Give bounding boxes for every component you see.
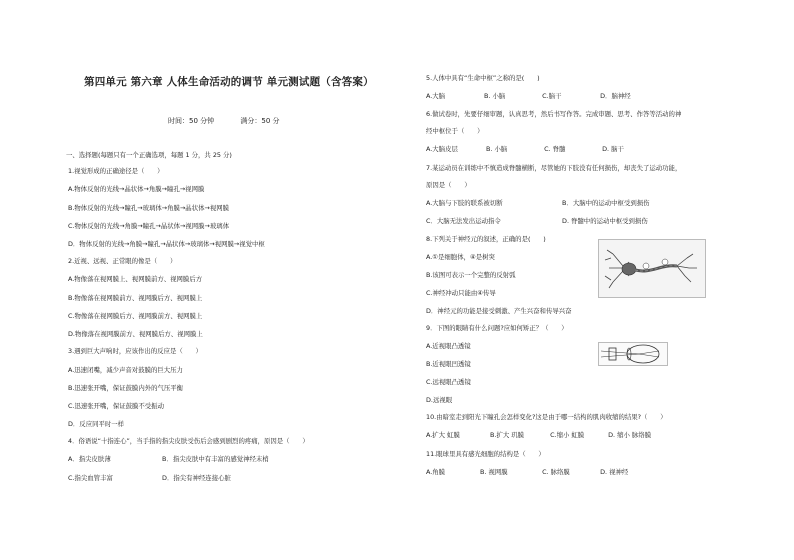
neuron-drawing bbox=[599, 240, 705, 297]
q5-options bbox=[426, 92, 631, 101]
q6-option-c: C. 脊髓 bbox=[544, 145, 566, 153]
question-9: 9．下图的眼睛有什么问题?应如何矫正？（ ） bbox=[426, 324, 568, 332]
q7-options-row1 bbox=[426, 199, 650, 208]
q4-options-row1 bbox=[68, 455, 269, 464]
q7-option-c: C．大脑无法发出运动指令 bbox=[426, 217, 501, 225]
q2-option-b: B.物像落在视网膜前方、视网膜后方、视网膜上 bbox=[68, 294, 203, 302]
q4-option-a: A．指尖皮肤薄 bbox=[68, 455, 111, 463]
q1-option-b: B.物体反射的光线→瞳孔→玻璃体→角膜→晶状体→视网膜 bbox=[68, 204, 230, 212]
q3-option-a: A.迅速闭嘴，减少声音对鼓膜的巨大压力 bbox=[68, 366, 183, 374]
q1-option-d: D．物体反射的光线→角膜→瞳孔→晶状体→玻璃体→视网膜→视觉中枢 bbox=[68, 240, 265, 248]
q4-option-b: B．指尖皮肤中有丰富的感觉神经末梢 bbox=[162, 455, 269, 463]
question-6: 6.做试卷时，先要仔细审题，认真思考，然后书写作答。完成审题、思考、作答等活动的神 bbox=[426, 110, 682, 118]
q11-option-a: A.角膜 bbox=[426, 468, 446, 476]
q10-option-b: B.扩大 玑膜 bbox=[490, 431, 525, 439]
question-7-cont: 原因是（ ） bbox=[426, 181, 471, 189]
q4-option-c: C.指尖血管丰富 bbox=[68, 474, 113, 482]
q5-option-b: B. 小脑 bbox=[484, 92, 506, 100]
q11-option-b: B. 视网膜 bbox=[480, 468, 508, 476]
q3-option-c: C.迅速张开嘴，保证鼓膜不受振动 bbox=[68, 402, 164, 410]
q1-option-c: C.物体反射的光线→角膜→瞳孔→晶状体→视网膜→玻璃体 bbox=[68, 222, 230, 230]
q10-options bbox=[426, 431, 651, 440]
question-2: 2.近视、远视、正常眼的像是（ ） bbox=[68, 257, 177, 265]
question-7: 7.某运动员在训练中不慎造成脊髓横断，尽管她的下肢没有任何损伤，却丧失了运动功能， bbox=[426, 164, 682, 172]
question-11: 11.眼球里具有感光细胞的结构是（ ） bbox=[426, 450, 545, 458]
q8-option-d: D．神经元的功能是接受刺激、产生兴奋和传导兴奋 bbox=[426, 307, 572, 315]
q7-option-a: A.大脑与下肢的联系被切断 bbox=[426, 199, 503, 207]
q7-option-b: B．大脑中的运动中枢受到损伤 bbox=[562, 199, 650, 207]
page-title: 第四单元 第六章 人体生命活动的调节 单元测试题（含答案） bbox=[84, 76, 374, 88]
q6-option-b: B. 小脑 bbox=[486, 145, 508, 153]
question-6-cont: 经中枢位于（ ） bbox=[426, 127, 484, 135]
eye-figure bbox=[598, 342, 668, 366]
q7-options-row2 bbox=[426, 217, 648, 226]
q3-option-b: B.迅速张开嘴，保证鼓膜内外的气压平衡 bbox=[68, 384, 184, 392]
q8-option-a: A.①是细胞体，④是树突 bbox=[426, 253, 495, 261]
q10-option-c: C.缩小 虹膜 bbox=[550, 431, 585, 439]
q9-option-a: A.近视眼凸透镜 bbox=[426, 342, 471, 350]
q3-option-d: D．反应同平时一样 bbox=[68, 420, 125, 428]
q8-option-b: B.该图可表示一个完整的反射弧 bbox=[426, 271, 516, 279]
q11-option-d: D. 视神经 bbox=[600, 468, 629, 476]
q5-option-c: C.脑干 bbox=[542, 92, 562, 100]
q4-options-row2 bbox=[68, 474, 231, 483]
q2-option-c: C.物像落在视网膜后方、视网膜前方、视网膜上 bbox=[68, 312, 203, 320]
eye-drawing bbox=[599, 343, 667, 365]
q5-option-a: A.大脑 bbox=[426, 92, 446, 100]
q1-option-a: A.物体反射的光线→晶状体→角膜→瞳孔→视网膜 bbox=[68, 185, 205, 193]
q11-option-c: C. 脉络膜 bbox=[542, 468, 570, 476]
question-1: 1.视觉形成的正确途径是（ ） bbox=[68, 167, 164, 175]
neuron-figure bbox=[598, 239, 706, 298]
exam-meta bbox=[168, 116, 304, 126]
q7-option-d: D. 脊髓中的运动中枢受到损伤 bbox=[562, 217, 648, 225]
q6-options bbox=[426, 145, 624, 154]
exam-score: 满分：50 分 bbox=[240, 117, 280, 125]
q11-options bbox=[426, 468, 628, 477]
q5-option-d: D．脑神经 bbox=[600, 92, 631, 100]
q4-option-d: D．指尖有神经连接心脏 bbox=[162, 474, 231, 482]
q2-option-a: A.物像落在视网膜上、视网膜前方、视网膜后方 bbox=[68, 275, 203, 283]
question-4: 4．俗语说“十指连心”，当手指的指尖皮肤受伤后会感到剧烈的疼痛，原因是（ ） bbox=[68, 437, 309, 445]
question-3: 3.遇到巨大声响时，应该作出的反应是（ ） bbox=[68, 347, 202, 355]
q10-option-a: A.扩大 虹膜 bbox=[426, 431, 460, 439]
q9-option-c: C.远视眼凸透镜 bbox=[426, 378, 471, 386]
q6-option-d: D. 脑干 bbox=[602, 145, 624, 153]
q9-option-b: B.近视眼凹透镜 bbox=[426, 360, 471, 368]
question-5: 5.人体中具有“生命中枢”之称的是( ) bbox=[426, 74, 540, 82]
q9-option-d: D.远视眼 bbox=[426, 396, 453, 404]
section-heading: 一、选择题(每题只有一个正确选项，每题 1 分，共 25 分) bbox=[66, 151, 232, 159]
question-8: 8.下列关于神经元的叙述，正确的是( ) bbox=[426, 235, 546, 243]
q6-option-a: A.大脑皮层 bbox=[426, 145, 458, 153]
question-10: 10.由暗室走到阳光下瞳孔会怎样变化?这是由于哪一结构的肌肉收缩的结果?（ ） bbox=[426, 413, 667, 421]
q10-option-d: D. 缩小 脉络膜 bbox=[608, 431, 652, 439]
exam-time: 时间：50 分钟 bbox=[168, 117, 215, 125]
q8-option-c: C.神经冲动只能由④传导 bbox=[426, 289, 496, 297]
q2-option-d: D.物像落在视网膜前方、视网膜后方、视网膜上 bbox=[68, 330, 203, 338]
